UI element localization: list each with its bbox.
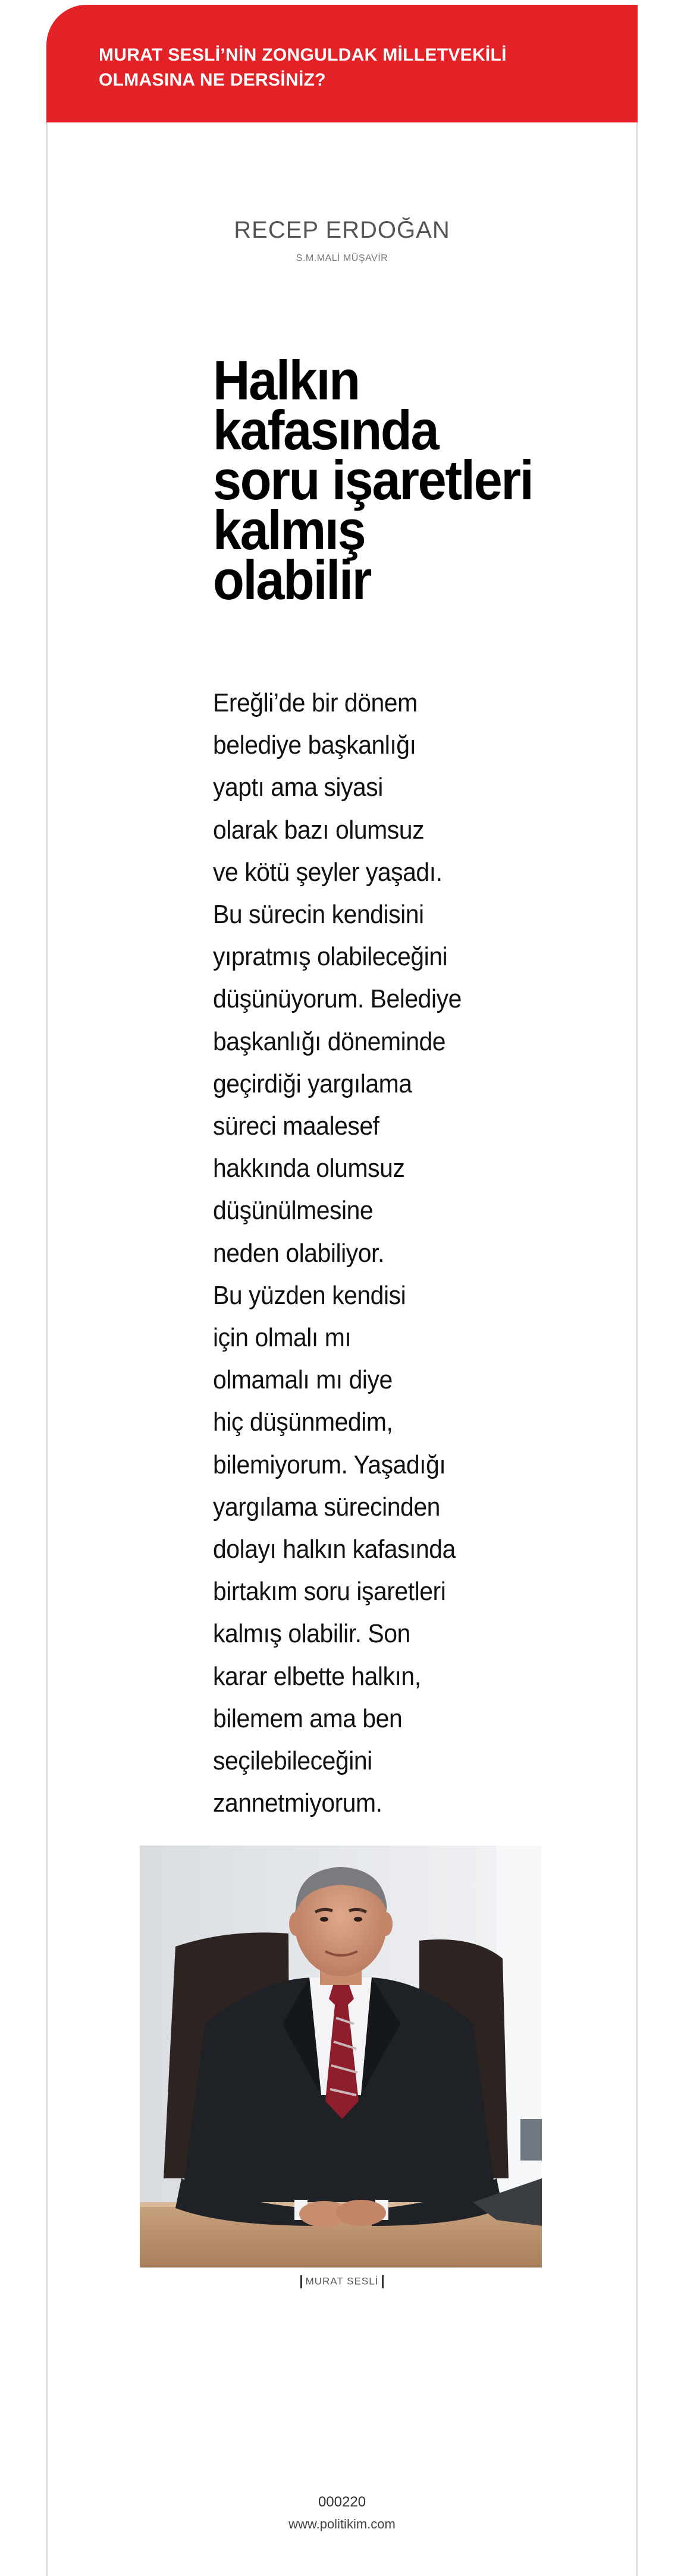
body-line: başkanlığı döneminde [213, 1026, 446, 1056]
body-line: için olmalı mı [213, 1323, 352, 1353]
body-line: Bu yüzden kendisi [213, 1280, 406, 1310]
headline-line: soru işaretleri [213, 449, 533, 511]
caption-bar-right [382, 2275, 384, 2288]
question-title: MURAT SESLİ’NİN ZONGULDAK MİLLETVEKİLİ OLMASINA NE DERSİNİZ? [99, 45, 507, 90]
body-line: neden olabiliyor. [213, 1238, 384, 1268]
body-line: Bu sürecin kendisini [213, 900, 424, 930]
body-line: karar elbette halkın, [213, 1661, 421, 1691]
body-line: belediye başkanlığı [213, 730, 416, 760]
body-line: dolayı halkın kafasında [213, 1535, 456, 1564]
author-name: RECEP ERDOĞAN [234, 217, 450, 243]
body-line: olmamalı mı diye [213, 1365, 393, 1395]
body-line: hiç düşünmedim, [213, 1407, 393, 1437]
article-body [213, 682, 523, 1824]
caption-bar-left [300, 2275, 302, 2288]
photo-caption [0, 2275, 684, 2288]
headline-line: olabilir [213, 549, 371, 611]
website-link[interactable]: www.politikim.com [288, 2517, 396, 2531]
body-line: hakkında olumsuz [213, 1154, 405, 1183]
caption-text: MURAT SESLİ [305, 2275, 379, 2287]
portrait-illustration [140, 1846, 542, 2268]
body-line: yargılama sürecinden [213, 1492, 440, 1522]
body-line: düşünülmesine [213, 1196, 374, 1226]
author-title: S.M.MALİ MÜŞAVİR [296, 253, 388, 263]
headline-line: kafasında [213, 399, 438, 461]
body-line: kalmış olabilir. Son [213, 1619, 410, 1649]
body-line: süreci maalesef [213, 1111, 379, 1141]
body-line: bilemiyorum. Yaşadığı [213, 1450, 446, 1479]
body-line: düşünüyorum. Belediye [213, 984, 462, 1014]
headline-line: Halkın [213, 349, 359, 411]
body-line: geçirdiği yargılama [213, 1069, 412, 1098]
question-banner [46, 5, 638, 122]
body-line: birtakım soru işaretleri [213, 1577, 446, 1607]
page-number: 000220 [318, 2494, 366, 2510]
body-line: Ereğli’de bir dönem [213, 688, 418, 717]
body-line: zannetmiyorum. [213, 1788, 382, 1818]
body-line: seçilebileceğini [213, 1746, 372, 1776]
article-headline [213, 349, 607, 611]
body-line: yaptı ama siyasi [213, 773, 383, 802]
body-line: bilemem ama ben [213, 1703, 403, 1733]
body-line: yıpratmış olabileceğini [213, 942, 448, 972]
body-line: olarak bazı olumsuz [213, 815, 425, 845]
portrait-photo [140, 1846, 542, 2268]
headline-line: kalmış [213, 499, 365, 561]
body-line: ve kötü şeyler yaşadı. [213, 857, 443, 887]
